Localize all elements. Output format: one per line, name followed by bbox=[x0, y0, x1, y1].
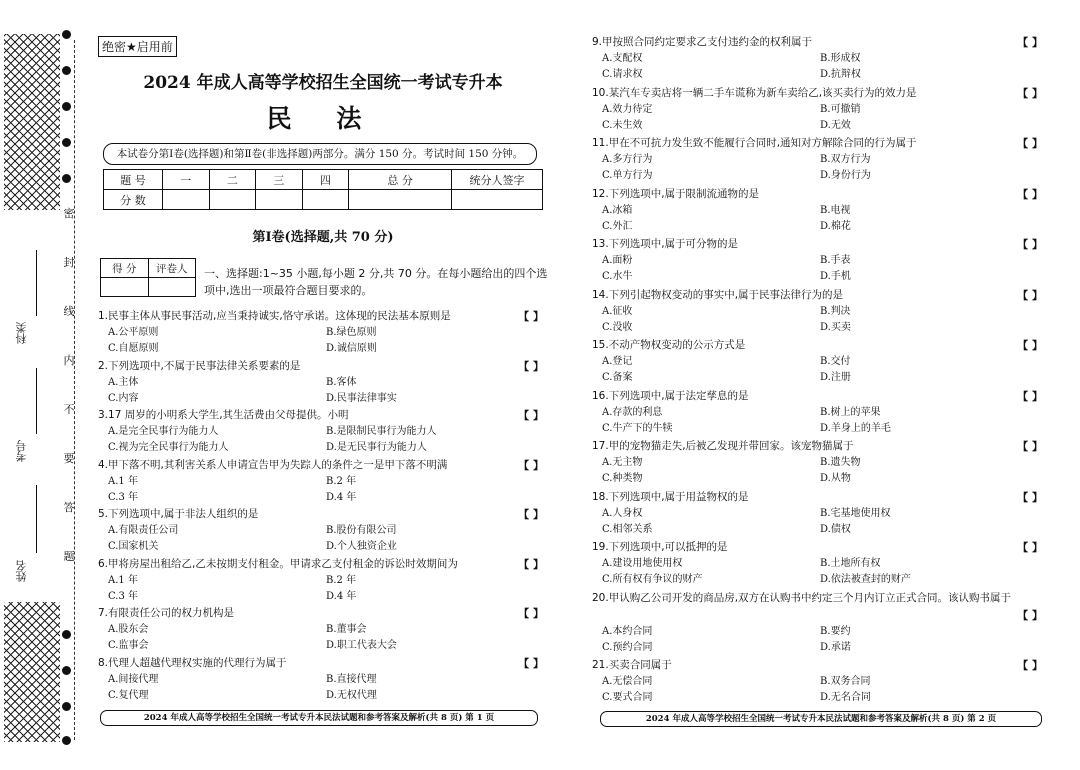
answer-option[interactable]: D.棉花 bbox=[820, 220, 851, 232]
answer-option[interactable]: D.是无民事行为能力人 bbox=[326, 442, 427, 453]
binding-strip bbox=[0, 0, 95, 770]
answer-option[interactable]: D.注册 bbox=[820, 372, 851, 383]
question-item bbox=[592, 590, 1047, 656]
answer-option[interactable]: A.本约合同 bbox=[602, 625, 653, 637]
answer-option[interactable]: D.诚信原则 bbox=[326, 343, 377, 354]
question-stem bbox=[592, 85, 1047, 102]
question-stem bbox=[592, 236, 1047, 253]
answer-option[interactable]: A.主体 bbox=[108, 376, 139, 388]
options-grid bbox=[592, 506, 1047, 538]
question-stem bbox=[592, 438, 1047, 455]
answer-option[interactable]: A.无主物 bbox=[602, 457, 643, 468]
answer-bracket[interactable]: 【 】 bbox=[1017, 608, 1043, 622]
options-grid bbox=[592, 556, 1047, 588]
question-stem bbox=[592, 388, 1047, 405]
answer-option[interactable]: A.冰箱 bbox=[602, 204, 633, 216]
table-cell: 一 bbox=[163, 170, 210, 190]
binding-hole bbox=[62, 66, 71, 75]
answer-option[interactable]: D.抗辩权 bbox=[820, 69, 861, 80]
options-grid bbox=[98, 474, 548, 506]
question-text: 20.甲认购乙公司开发的商品房,双方在认购书中约定三个月内订立正式合同。该认购书属于 bbox=[592, 591, 1012, 604]
score-table bbox=[103, 169, 543, 210]
question-stem bbox=[592, 539, 1047, 556]
answer-bracket[interactable]: 【 】 bbox=[1017, 187, 1043, 201]
answer-option[interactable]: A.股东会 bbox=[108, 624, 149, 635]
score-cell[interactable] bbox=[302, 190, 349, 210]
seal-char: 不 bbox=[63, 403, 75, 416]
question-item bbox=[98, 407, 548, 456]
hatch-pattern-bottom bbox=[4, 602, 60, 742]
question-stem bbox=[592, 34, 1047, 51]
question-stem bbox=[98, 358, 548, 375]
part-title: 第Ⅰ卷(选择题,共 70 分) bbox=[252, 230, 394, 245]
score-cell[interactable] bbox=[148, 278, 196, 297]
answer-option[interactable]: B.客体 bbox=[326, 376, 357, 388]
grader-table bbox=[100, 258, 196, 297]
question-item bbox=[592, 186, 1047, 235]
question-item bbox=[592, 388, 1047, 437]
answer-option[interactable]: D.手机 bbox=[820, 271, 851, 282]
question-item bbox=[592, 34, 1047, 83]
question-text: 9.甲按照合同约定要求乙支付违约金的权利属于 bbox=[592, 36, 813, 48]
answer-option[interactable]: A.征收 bbox=[602, 305, 633, 317]
answer-option[interactable]: A.公平原则 bbox=[108, 327, 159, 338]
answer-option[interactable]: B.判决 bbox=[820, 305, 851, 317]
score-cell[interactable] bbox=[209, 190, 256, 210]
answer-option[interactable]: C.3 年 bbox=[108, 590, 139, 602]
answer-option[interactable]: B.可撤销 bbox=[820, 103, 861, 115]
question-text: 13.下列选项中,属于可分物的是 bbox=[592, 238, 739, 250]
question-item bbox=[98, 605, 548, 654]
stem-continuation bbox=[592, 607, 1047, 624]
answer-option[interactable]: A.建设用地使用权 bbox=[602, 558, 683, 569]
field-name bbox=[14, 560, 54, 582]
question-text: 21.买卖合同属于 bbox=[592, 659, 672, 671]
answer-option[interactable]: C.视为完全民事行为能力人 bbox=[108, 442, 229, 453]
field-subject bbox=[14, 322, 54, 344]
seal-char: 线 bbox=[63, 305, 75, 318]
answer-bracket[interactable]: 【 】 bbox=[1017, 137, 1043, 150]
answer-bracket[interactable]: 【 】 bbox=[518, 656, 544, 670]
answer-option[interactable]: C.所有权有争议的财产 bbox=[602, 574, 703, 585]
question-item bbox=[592, 489, 1047, 538]
question-stem bbox=[592, 590, 1047, 622]
seal-char: 要 bbox=[63, 452, 75, 465]
answer-bracket[interactable]: 【 】 bbox=[1017, 659, 1043, 672]
question-item bbox=[592, 438, 1047, 487]
options-grid bbox=[592, 455, 1047, 487]
answer-option[interactable]: B.交付 bbox=[820, 356, 851, 367]
table-cell: 评卷人 bbox=[148, 259, 196, 278]
table-row bbox=[101, 278, 196, 297]
field-label: 考号 bbox=[15, 440, 28, 462]
binding-hole bbox=[62, 666, 71, 675]
answer-option[interactable]: C.国家机关 bbox=[108, 541, 159, 552]
answer-option[interactable]: B.董事会 bbox=[326, 624, 367, 635]
seal-char: 内 bbox=[63, 354, 75, 367]
answer-option[interactable]: B.土地所有权 bbox=[820, 558, 881, 569]
answer-option[interactable]: A.支配权 bbox=[602, 53, 643, 64]
answer-option[interactable]: A.1 年 bbox=[108, 574, 138, 586]
answer-option[interactable]: D.民事法律事实 bbox=[326, 392, 397, 404]
question-item bbox=[98, 655, 548, 704]
table-row bbox=[104, 190, 543, 210]
question-text: 8.代理人超越代理权实施的代理行为属于 bbox=[98, 656, 287, 669]
answer-bracket[interactable]: 【 】 bbox=[1017, 86, 1043, 100]
answer-option[interactable]: A.间接代理 bbox=[108, 673, 159, 685]
answer-bracket[interactable]: 【 】 bbox=[518, 557, 544, 571]
answer-bracket[interactable]: 【 】 bbox=[1017, 288, 1043, 302]
question-item bbox=[592, 287, 1047, 336]
binding-hole bbox=[62, 30, 71, 39]
answer-bracket[interactable]: 【 】 bbox=[518, 508, 544, 521]
answer-option[interactable]: B.股份有限公司 bbox=[326, 525, 397, 536]
answer-option[interactable]: B.2 年 bbox=[326, 475, 357, 487]
question-text: 14.下列引起物权变动的事实中,属于民事法律行为的是 bbox=[592, 288, 844, 301]
binding-hole bbox=[62, 138, 71, 147]
answer-bracket[interactable]: 【 】 bbox=[518, 359, 544, 373]
answer-bracket[interactable]: 【 】 bbox=[1017, 238, 1043, 251]
question-item bbox=[98, 308, 548, 357]
field-label: 科类 bbox=[15, 322, 28, 344]
answer-option[interactable]: B.直接代理 bbox=[326, 673, 377, 685]
question-text: 5.下列选项中,属于非法人组织的是 bbox=[98, 508, 259, 520]
answer-bracket[interactable]: 【 】 bbox=[1017, 339, 1043, 352]
answer-option[interactable]: B.形成权 bbox=[820, 53, 861, 64]
table-cell: 分 数 bbox=[104, 190, 163, 210]
answer-option[interactable]: D.从物 bbox=[820, 473, 851, 484]
seal-char: 封 bbox=[63, 256, 75, 269]
answer-option[interactable]: B.电视 bbox=[820, 204, 851, 216]
binding-hole bbox=[62, 174, 71, 183]
answer-option[interactable]: C.没收 bbox=[602, 321, 633, 333]
answer-option[interactable]: B.2 年 bbox=[326, 574, 357, 586]
answer-option[interactable]: B.手表 bbox=[820, 255, 851, 266]
section-instruction: 一、选择题:1~35 小题,每小题 2 分,共 70 分。在每小题给出的四个选项中,选出一项最符合题目要求的。 bbox=[204, 267, 548, 297]
answer-option[interactable]: D.职工代表大会 bbox=[326, 640, 397, 651]
options-grid bbox=[98, 424, 548, 456]
question-item bbox=[98, 556, 548, 605]
answer-bracket[interactable]: 【 】 bbox=[518, 458, 544, 472]
answer-bracket[interactable]: 【 】 bbox=[1017, 490, 1043, 504]
exam-notice: 本试卷分第Ⅰ卷(选择题)和第Ⅱ卷(非选择题)两部分。满分 150 分。考试时间 150 分钟。 bbox=[103, 143, 537, 165]
answer-bracket[interactable]: 【 】 bbox=[1017, 440, 1043, 453]
answer-option[interactable]: C.水牛 bbox=[602, 271, 633, 282]
field-line[interactable] bbox=[36, 368, 37, 434]
question-text: 10.某汽车专卖店将一辆二手车谎称为新车卖给乙,该买卖行为的效力是 bbox=[592, 86, 917, 99]
answer-option[interactable]: B.是限制民事行为能力人 bbox=[326, 426, 437, 437]
answer-option[interactable]: D.依法被查封的财产 bbox=[820, 574, 911, 585]
question-stem bbox=[98, 506, 548, 523]
question-text: 11.甲在不可抗力发生致不能履行合同时,通知对方解除合同的行为属于 bbox=[592, 137, 917, 149]
page-footer: 2024 年成人高等学校招生全国统一考试专升本民法试题和参考答案及解析(共 8 页) 第 1 页 bbox=[100, 710, 538, 726]
question-stem bbox=[592, 186, 1047, 203]
answer-option[interactable]: D.买卖 bbox=[820, 321, 851, 333]
answer-option[interactable]: C.未生效 bbox=[602, 119, 643, 131]
answer-option[interactable]: A.效力待定 bbox=[602, 103, 653, 115]
seal-char: 密 bbox=[63, 207, 75, 220]
question-text: 17.甲的宠物猫走失,后被乙发现并带回家。该宠物猫属于 bbox=[592, 440, 854, 452]
table-cell: 二 bbox=[209, 170, 256, 190]
binding-hole bbox=[62, 102, 71, 111]
question-stem bbox=[592, 337, 1047, 354]
question-stem bbox=[592, 287, 1047, 304]
score-cell[interactable] bbox=[256, 190, 303, 210]
answer-option[interactable]: A.存款的利息 bbox=[602, 406, 663, 418]
seal-char: 答 bbox=[63, 501, 75, 514]
question-stem bbox=[98, 655, 548, 672]
field-line[interactable] bbox=[36, 485, 37, 553]
answer-option[interactable]: C.要式合同 bbox=[602, 692, 653, 703]
table-cell: 统分人签字 bbox=[452, 170, 543, 190]
question-stem bbox=[592, 489, 1047, 506]
binding-hole bbox=[62, 630, 71, 639]
options-grid bbox=[592, 203, 1047, 235]
field-label: 姓名 bbox=[15, 560, 28, 582]
seal-char: 题 bbox=[63, 550, 75, 563]
question-stem bbox=[98, 605, 548, 622]
options-grid bbox=[592, 304, 1047, 336]
binding-hole bbox=[62, 736, 71, 745]
answer-option[interactable]: D.无权代理 bbox=[326, 689, 377, 701]
options-grid bbox=[592, 51, 1047, 83]
answer-option[interactable]: A.是完全民事行为能力人 bbox=[108, 426, 219, 437]
binding-holes bbox=[62, 30, 72, 750]
answer-option[interactable]: C.监事会 bbox=[108, 640, 149, 651]
answer-option[interactable]: C.内容 bbox=[108, 392, 139, 404]
options-grid bbox=[98, 622, 548, 654]
hatch-pattern-top bbox=[4, 34, 60, 210]
table-row bbox=[104, 170, 543, 190]
answer-bracket[interactable]: 【 】 bbox=[518, 409, 544, 422]
exam-title: 2024 年成人高等学校招生全国统一考试专升本 bbox=[143, 73, 503, 93]
table-cell: 题 号 bbox=[104, 170, 163, 190]
answer-option[interactable]: D.身份行为 bbox=[820, 170, 871, 181]
answer-bracket[interactable]: 【 】 bbox=[518, 607, 544, 620]
answer-option[interactable]: B.要约 bbox=[820, 625, 851, 637]
options-grid bbox=[592, 152, 1047, 184]
answer-option[interactable]: D.羊身上的羊毛 bbox=[820, 422, 891, 434]
question-text: 19.下列选项中,可以抵押的是 bbox=[592, 541, 728, 553]
answer-option[interactable]: C.3 年 bbox=[108, 491, 139, 503]
options-grid bbox=[592, 674, 1047, 706]
question-item bbox=[592, 236, 1047, 285]
question-text: 12.下列选项中,属于限制流通物的是 bbox=[592, 187, 760, 200]
binding-hole bbox=[62, 702, 71, 711]
question-text: 3.17 周岁的小明系大学生,其生活费由父母提供。小明 bbox=[98, 409, 349, 421]
page-footer: 2024 年成人高等学校招生全国统一考试专升本民法试题和参考答案及解析(共 8 页) 第 2 页 bbox=[600, 711, 1042, 727]
answer-option[interactable]: A.面粉 bbox=[602, 255, 633, 266]
answer-bracket[interactable]: 【 】 bbox=[1017, 36, 1043, 49]
answer-option[interactable]: A.人身权 bbox=[602, 507, 643, 519]
answer-option[interactable]: D.4 年 bbox=[326, 590, 357, 602]
answer-option[interactable]: D.承诺 bbox=[820, 641, 851, 653]
answer-option[interactable]: D.个人独资企业 bbox=[326, 541, 397, 552]
question-stem bbox=[98, 407, 548, 424]
options-grid bbox=[592, 405, 1047, 437]
answer-option[interactable]: C.自愿原则 bbox=[108, 343, 159, 354]
answer-option[interactable]: A.无偿合同 bbox=[602, 676, 653, 687]
question-text: 1.民事主体从事民事活动,应当秉持诚实,恪守承诺。这体现的民法基本原则是 bbox=[98, 310, 451, 322]
answer-option[interactable]: B.绿色原则 bbox=[326, 327, 377, 338]
question-text: 16.下列选项中,属于法定孳息的是 bbox=[592, 389, 749, 402]
table-cell: 四 bbox=[302, 170, 349, 190]
question-item bbox=[98, 506, 548, 555]
answer-bracket[interactable]: 【 】 bbox=[1017, 541, 1043, 554]
question-text: 4.甲下落不明,其利害关系人申请宣告甲为失踪人的条件之一是甲下落不明满 bbox=[98, 458, 448, 471]
answer-option[interactable]: C.牛产下的牛犊 bbox=[602, 422, 673, 434]
table-row bbox=[101, 259, 196, 278]
field-exam-number bbox=[14, 440, 54, 462]
field-line[interactable] bbox=[36, 250, 37, 316]
answer-option[interactable]: A.登记 bbox=[602, 356, 633, 367]
question-text: 2.下列选项中,不属于民事法律关系要素的是 bbox=[98, 359, 301, 372]
answer-bracket[interactable]: 【 】 bbox=[1017, 389, 1043, 403]
question-item bbox=[98, 457, 548, 506]
answer-option[interactable]: B.遗失物 bbox=[820, 457, 861, 468]
cut-line bbox=[74, 40, 75, 740]
answer-option[interactable]: D.无效 bbox=[820, 119, 851, 131]
question-stem bbox=[592, 135, 1047, 152]
answer-option[interactable]: B.宅基地使用权 bbox=[820, 507, 891, 519]
question-item bbox=[98, 358, 548, 407]
options-grid bbox=[592, 624, 1047, 656]
question-stem bbox=[98, 308, 548, 325]
subject-title: 民 法 bbox=[266, 104, 380, 133]
options-grid bbox=[592, 354, 1047, 386]
question-item bbox=[592, 135, 1047, 184]
table-cell: 得 分 bbox=[101, 259, 149, 278]
question-stem bbox=[592, 657, 1047, 674]
options-grid bbox=[98, 325, 548, 357]
question-item bbox=[592, 657, 1047, 706]
answer-option[interactable]: C.预约合同 bbox=[602, 641, 653, 653]
answer-option[interactable]: C.单方行为 bbox=[602, 170, 653, 181]
answer-option[interactable]: C.备案 bbox=[602, 372, 633, 383]
question-text: 18.下列选项中,属于用益物权的是 bbox=[592, 490, 749, 503]
answer-option[interactable]: D.无名合同 bbox=[820, 692, 871, 703]
answer-bracket[interactable]: 【 】 bbox=[518, 310, 544, 323]
options-grid bbox=[592, 253, 1047, 285]
answer-option[interactable]: B.树上的苹果 bbox=[820, 406, 881, 418]
answer-option[interactable]: B.双方行为 bbox=[820, 154, 871, 165]
options-grid bbox=[98, 573, 548, 605]
options-grid bbox=[98, 523, 548, 555]
options-grid bbox=[98, 672, 548, 704]
options-grid bbox=[98, 375, 548, 407]
question-item bbox=[592, 337, 1047, 386]
options-grid bbox=[592, 102, 1047, 134]
question-text: 7.有限责任公司的权力机构是 bbox=[98, 607, 235, 619]
answer-option[interactable]: D.4 年 bbox=[326, 491, 357, 503]
answer-option[interactable]: B.双务合同 bbox=[820, 676, 871, 687]
question-stem bbox=[98, 457, 548, 474]
question-stem bbox=[98, 556, 548, 573]
answer-option[interactable]: C.相邻关系 bbox=[602, 523, 653, 535]
answer-option[interactable]: D.债权 bbox=[820, 523, 851, 535]
answer-option[interactable]: C.请求权 bbox=[602, 69, 643, 80]
question-text: 6.甲将房屋出租给乙,乙未按期支付租金。甲请求乙支付租金的诉讼时效期间为 bbox=[98, 557, 458, 570]
question-text: 15.不动产物权变动的公示方式是 bbox=[592, 339, 746, 351]
question-item bbox=[592, 85, 1047, 134]
score-cell[interactable] bbox=[349, 190, 452, 210]
answer-option[interactable]: A.1 年 bbox=[108, 475, 138, 487]
answer-option[interactable]: A.有限责任公司 bbox=[108, 525, 179, 536]
score-cell[interactable] bbox=[452, 190, 543, 210]
score-cell[interactable] bbox=[101, 278, 149, 297]
answer-option[interactable]: C.外汇 bbox=[602, 220, 633, 232]
score-cell[interactable] bbox=[163, 190, 210, 210]
question-item bbox=[592, 539, 1047, 588]
answer-option[interactable]: C.种类物 bbox=[602, 473, 643, 484]
answer-option[interactable]: A.多方行为 bbox=[602, 154, 653, 165]
table-cell: 总 分 bbox=[349, 170, 452, 190]
secret-label: 绝密★启用前 bbox=[98, 36, 177, 57]
answer-option[interactable]: C.复代理 bbox=[108, 689, 149, 701]
table-cell: 三 bbox=[256, 170, 303, 190]
